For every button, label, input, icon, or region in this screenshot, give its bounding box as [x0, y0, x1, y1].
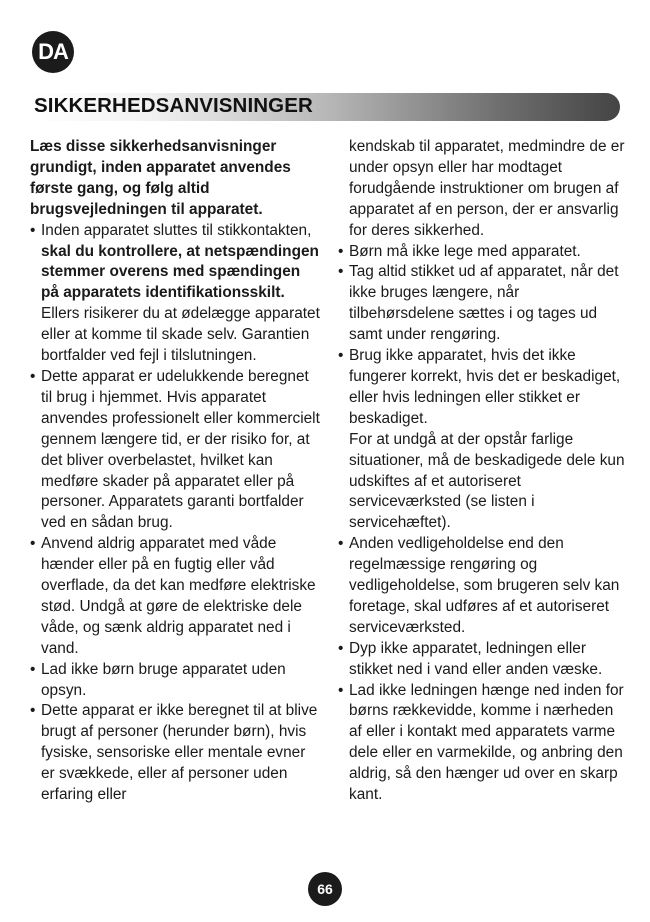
continued-paragraph: kendskab til apparatet, medmindre de er under opsyn eller har modtaget forudgående instruktioner om brugen af apparatet af en person, der er ansvarlig for deres sikkerhed.: [349, 138, 625, 239]
list-item-text: Tag altid stikket ud af apparatet, når det ikke bruges længere, når tilbehørsdelene sættes i og tages ud samt under rengøring.: [349, 263, 619, 344]
list-item: [30, 534, 322, 659]
right-bullet-list: [338, 242, 628, 806]
list-item-text: Brug ikke apparatet, hvis det ikke fungerer korrekt, hvis det er beskadiget, eller hvis ledningen eller stikket er beskadiget.: [349, 347, 621, 427]
list-item-text: Børn må ikke lege med apparatet.: [349, 242, 581, 260]
list-item: [338, 346, 628, 534]
list-item-text: Anvend aldrig apparatet med våde hænder eller på en fugtig eller våd overflade, da det kan medføre elektriske stød. Undgå at gøre de elektriske dele våde, og sænk aldrig apparatet ned i vand.: [41, 535, 316, 657]
list-item: [30, 701, 322, 806]
page-number: 66: [308, 872, 342, 906]
bullet-icon: •: [30, 367, 36, 385]
list-item-text: Lad ikke børn bruge apparatet uden opsyn.: [41, 660, 286, 699]
left-bullet-list: [30, 221, 322, 806]
list-item: [338, 681, 628, 806]
bullet-icon: •: [338, 263, 344, 281]
intro-paragraph: Læs disse sikkerhedsanvisninger grundigt, inden apparatet anvendes første gang, og følg altid brugsvejledningen til apparatet.: [30, 138, 291, 218]
page-title: SIKKERHEDSANVISNINGER: [34, 94, 313, 117]
bullet-icon: •: [338, 347, 344, 365]
list-item: [30, 367, 322, 534]
left-column: [30, 137, 322, 806]
language-badge: DA: [32, 31, 74, 73]
list-item-text: Dette apparat er ikke beregnet til at blive brugt af personer (herunder børn), hvis fysiske, sensoriske eller mentale evner er svækkede, eller af personer uden erfaring eller: [41, 702, 318, 804]
bullet-icon: •: [30, 660, 36, 678]
bullet-icon: •: [30, 535, 36, 553]
list-item: [30, 221, 322, 367]
bullet-icon: •: [338, 535, 344, 553]
list-item-text-continued: For at undgå at der opstår farlige situationer, må de beskadigede dele kun udskiftes af et autoriseret serviceværksted (se listen i servicehæftet).: [349, 430, 625, 532]
right-column: [338, 137, 628, 806]
list-item-text: Inden apparatet sluttes til stikkontakten,: [41, 221, 312, 239]
list-item-text: Dyp ikke apparatet, ledningen eller stikket ned i vand eller anden væske.: [349, 639, 603, 678]
bullet-icon: •: [338, 681, 344, 699]
bullet-icon: •: [30, 221, 36, 239]
list-item-text: Lad ikke ledningen hænge ned inden for børns rækkevidde, komme i nærheden af eller i kontakt med apparatets varme dele eller en varmekilde, og anbring den aldrig, så den hænger ud over en skarp kant.: [349, 681, 624, 804]
list-item: [338, 534, 628, 639]
list-item-bold-text: skal du kontrollere, at netspændingen stemmer overens med spændingen på apparatets identifikationsskilt.: [41, 242, 319, 302]
list-item: [338, 262, 628, 346]
bullet-icon: •: [338, 639, 344, 657]
list-item: [338, 242, 628, 263]
list-item: [30, 660, 322, 702]
list-item: [338, 639, 628, 681]
bullet-icon: •: [338, 242, 344, 260]
list-item-text: Dette apparat er udelukkende beregnet til brug i hjemmet. Hvis apparatet anvendes professionelt eller kommercielt gennem længere tid, er der risiko for, at det bliver overbelastet, hvilket kan medføre skader på apparatet eller på personer. Apparatets garanti bortfalder ved en sådan brug.: [41, 367, 320, 532]
list-item-text: Anden vedligeholdelse end den regelmæssige rengøring og vedligeholdelse, som brugeren selv kan foretage, skal udføres af et autoriseret serviceværksted.: [349, 535, 620, 636]
list-item-text-continued: Ellers risikerer du at ødelægge apparatet eller at komme til skade selv. Garantien bortfalder ved fejl i tilslutningen.: [41, 305, 320, 365]
bullet-icon: •: [30, 702, 36, 720]
